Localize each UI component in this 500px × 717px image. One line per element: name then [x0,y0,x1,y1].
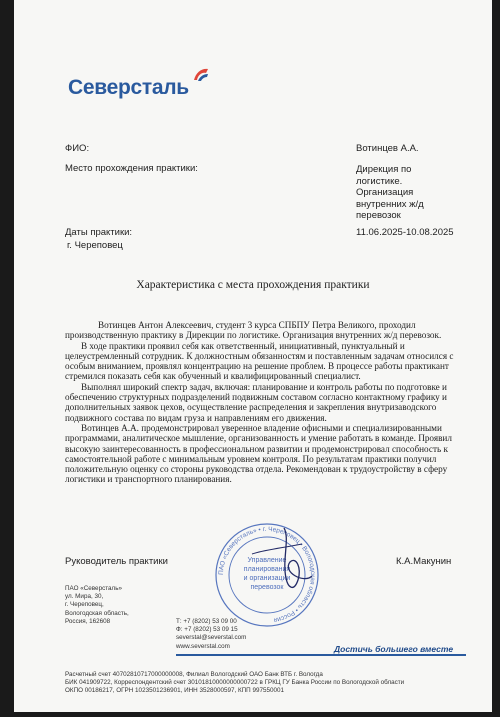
address-line: Россия, 162608 [65,617,111,625]
slogan-underline [176,654,466,656]
dates-value: 11.06.2025-10.08.2025 [356,227,454,238]
bank-line: Расчетный счет 40702810717000000008, Филиал Вологодский ОАО Банк ВТБ г. Вологда [65,671,323,678]
place-value [356,164,424,222]
logo-text: Северсталь [68,76,189,99]
stamp-line: перевозок [250,584,284,591]
contact-line: www.severstal.com [176,642,230,650]
body-paragraph: В ходе практики проявил себя как ответственный, инициативный, пунктуальный и целеустремленный сотрудник. К должностным обязанностям и поставленным задачам относился с особым вниманием, проявлял концентрацию на решение проблем. В процессе работы практикант стремился показать себя как обученный и квалифицированный специалист. [65,340,454,382]
place-value-line: Дирекция по [356,164,412,175]
stamp-ring-text: ПАО «Северсталь» • г. Череповец • Вологодская область • Россия [217,525,317,624]
dates-label: Даты практики: [65,227,133,238]
signature-role: Руководитель практики [65,556,168,567]
footer-contacts [176,618,246,651]
address-line: ул. Мира, 30, [65,593,104,601]
body-paragraph: Вотинцев А.А. продемонстрировал уверенное владение офисными и специализированными программами, аналитическое мышление, организованность и умение работать в команде. Проявил высокую заинтересованность в профессиональном развитии и продемонстрировал способность к самостоятельной работе с минимальным уровнем контроля. По результатам практики получил положительную оценку со стороны руководства отдела. Рекомендован к трудоустройству в сферу логистики и транспортного планирования. [65,422,452,485]
place-value-line: перевозок [356,210,401,221]
address-line: г. Череповец, [65,601,104,609]
stamp-line: планирования [243,566,291,573]
document-body [65,320,465,485]
stamp-line: и организации [243,575,291,582]
document-title: Характеристика с места прохождения практики [136,279,370,291]
footer-address [65,585,129,626]
stamp-line: Управление [247,557,287,564]
place-value-line: внутренних ж/д [356,198,424,210]
fio-value: Вотинцев А.А. [356,143,419,154]
city-label: г. Череповец [67,240,123,251]
contact-line: severstal@severstal.com [176,634,247,642]
logo-mark-icon [191,66,211,86]
fio-label: ФИО: [65,143,90,154]
contact-line: Ф: +7 (8202) 53 09 15 [176,626,238,634]
document-page [14,0,492,712]
bank-line: БИК 041909722, Корреспондентский счет 30101810000000000722 в ГРКЦ ГУ Банка России по Вологодской области [65,679,405,687]
footer-bank-details [65,671,475,696]
place-value-line: логистике. [356,175,403,187]
address-line: Вологодская область, [65,609,129,617]
place-label: Место прохождения практики: [65,163,198,174]
address-line: ПАО «Северсталь» [65,585,122,592]
signature-name: К.А.Макунин [396,556,452,567]
official-stamp [212,520,322,630]
body-paragraph: Выполнял широкий спектр задач, включая: планирование и контроль работы по подготовке и обеспечению структурных подразделений подвижным составом согласно контактному графику и дополнительных заявок цехов, осуществление распределения и закрепления внутризаводского подвижного состава по видам груза и направлениям его движения. [65,381,447,423]
company-logo [68,66,211,100]
footer-slogan: Достичь большего вместе [334,644,454,654]
bank-line: ОКПО 00186217, ОГРН 1023501236901, ИНН 3528000597, КПП 997550001 [65,687,284,695]
contact-line: Т: +7 (8202) 53 09 00 [176,618,237,625]
place-value-line: Организация [356,187,414,198]
body-paragraph: Вотинцев Антон Алексеевич, студент 3 курса СПБПУ Петра Великого, проходил производственную практику в Дирекции по логистике. Организация внутренних ж/д перевозок. [65,320,442,341]
